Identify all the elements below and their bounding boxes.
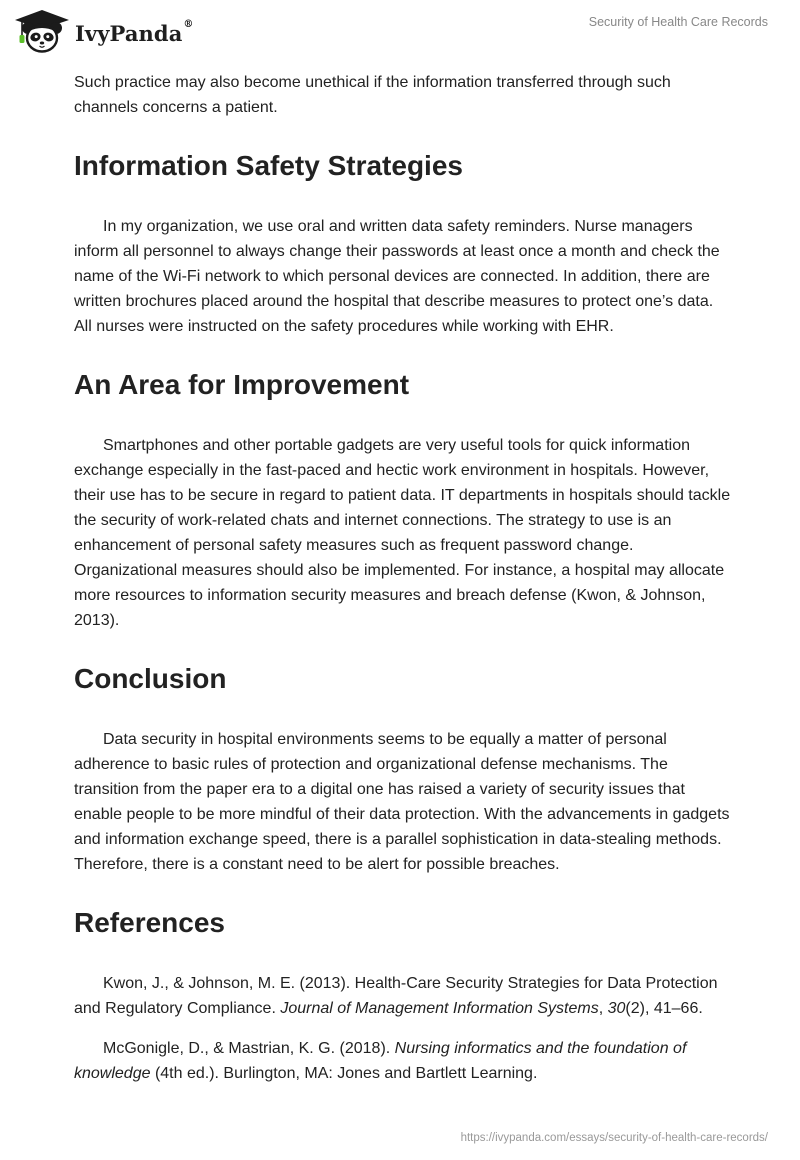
reference-journal: Journal of Management Information Systems [280,1000,599,1017]
document-title: Security of Health Care Records [588,15,768,29]
reference-entry [74,1036,734,1086]
panda-graduate-icon [14,8,70,54]
page-header [0,0,800,62]
reference-title: Nursing informatics and the foundation of knowledge [74,1040,687,1082]
reference-tail: (4th ed.). Burlington, MA: Jones and Bartlett Learning. [150,1065,538,1082]
section-heading: Information Safety Strategies [74,150,463,181]
source-url-link[interactable]: https://ivypanda.com/essays/security-of-health-care-records/ [460,1132,768,1144]
section-heading: An Area for Improvement [74,369,410,400]
reference-lead: McGonigle, D., & Mastrian, K. G. (2018). [103,1040,395,1057]
section-heading: Conclusion [74,663,227,694]
references-heading: References [74,907,225,938]
reference-entry: Kwon, J., & Johnson, M. E. (2013). Health-Care Security Strategies for Data Protection and Regulatory Compliance. Journal of Management Information Systems, 30(2), 41–66. [74,975,718,1017]
reference-lead: Kwon, J., & Johnson, M. E. (2013). Health-Care Security Strategies for Data Protection and Regulatory Compliance. [74,975,718,1017]
section-paragraph: In my organization, we use oral and written data safety reminders. Nurse managers inform all personnel to always change their passwords at least once a month and check the name of the Wi-Fi network to which personal devices are connected. In addition, there are written brochures placed around the hospital that describe measures to protect one’s data. All nurses were instructed on the safety procedures while working with EHR. [74,218,720,335]
section-paragraph: Data security in hospital environments seems to be equally a matter of personal adherence to basic rules of protection and organizational defense mechanisms. The transition from the paper era to a digital one has raised a variety of security issues that enable people to be more mindful of their data protection. With the advancements in gadgets and information exchange speed, there is a parallel sophistication in data-stealing methods. Therefore, there is a constant need to be alert for possible breaches. [74,731,730,873]
ivypanda-logo[interactable] [14,8,194,54]
essay-content [74,70,734,1101]
intro-paragraph: Such practice may also become unethical if the information transferred through such channels concerns a patient. [74,74,671,116]
reference-tail: (2), 41–66. [625,1000,703,1017]
brand-name: IvyPanda® [75,18,194,46]
reference-volume: 30 [607,1000,626,1017]
section-paragraph: Smartphones and other portable gadgets are very useful tools for quick information exchange especially in the fast-paced and hectic work environment in hospitals. However, their use has to be secure in regard to patient data. IT departments in hospitals should tackle the security of work-related chats and internet connections. The strategy to use is an enhancement of personal safety measures such as frequent password change. Organizational measures should also be implemented. For instance, a hospital may allocate more resources to information security measures and breach defense (Kwon, & Johnson, 2013). [74,437,731,629]
